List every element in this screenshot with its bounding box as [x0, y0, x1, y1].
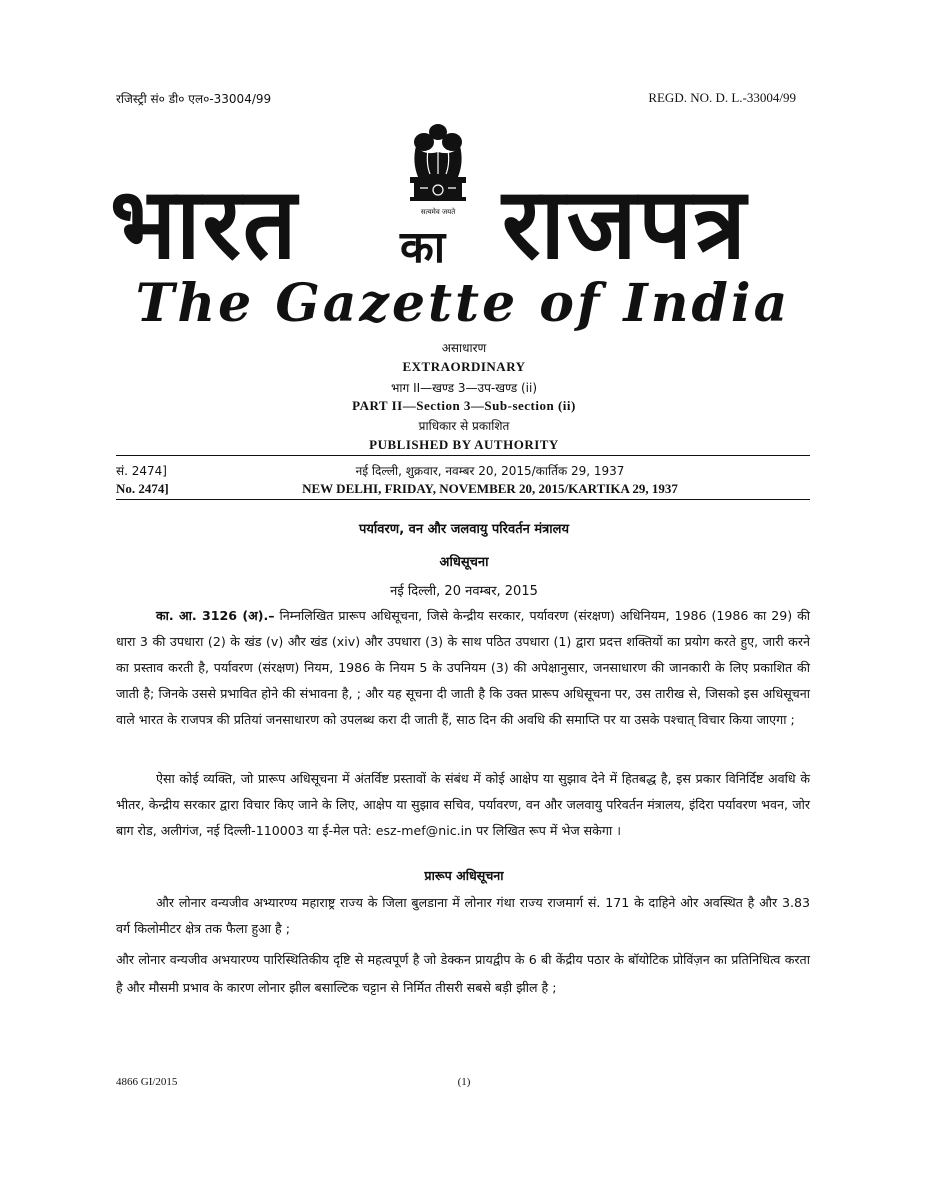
notification-heading: अधिसूचना: [439, 555, 489, 570]
dateline: नई दिल्ली, 20 नवम्बर, 2015: [390, 584, 538, 599]
ministry-name: पर्यावरण, वन और जलवायु परिवर्तन मंत्रालय: [358, 522, 570, 537]
authority-hindi: प्राधिकार से प्रकाशित: [418, 419, 510, 433]
rule-bottom: [116, 499, 810, 500]
reg-no-hindi: रजिस्ट्री सं० डी० एल०-33004/99: [116, 92, 272, 106]
paragraph-1-text: निम्नलिखित प्रारूप अधिसूचना, जिसे केन्द्रीय सरकार, पर्यावरण (संरक्षण) अधिनियम, 1986 (1986 का 29) की धारा 3 की उपधारा (2) के खंड (v) और खंड (xiv) और उपधारा (3) के साथ पठित उपधारा (1) द्वारा प्रदत्त शक्तियों का प्रयोग करते हुए, जारी करने का प्रस्ताव करती है, पर्यावरण (संरक्षण) नियम, 1986 के नियम 5 के उपनियम (3) की अपेक्षानुसार, जनसाधारण की जानकारी के लिए प्रकाशित की जाती है; जिनके उससे प्रभावित होने की संभावना है, ; और यह सूचना दी जाती है कि उक्त प्रारूप अधिसूचना पर, उस तारीख से, जिसको इस अधिसूचना वाले भारत के राजपत्र की प्रतियां जनसाधारण को उपलब्ध करा दी जाती हैं, साठ दिन की अवधि की समाप्ति पर या उसके पश्चात् विचार किया जाएगा ;: [116, 608, 810, 727]
masthead-word-rajpatra: राजपत्र: [502, 167, 748, 282]
part-hindi: भाग II—खण्ड 3—उप-खण्ड (ii): [390, 381, 538, 395]
paragraph-4: और लोनार वन्यजीव अभयारण्य पारिस्थितिकीय दृष्टि से महत्वपूर्ण है जो डेक्कन प्रायद्वीप के 6 बी केंद्रीय पठार के बॉयोटिक प्रोविंज़न का प्रतिनिधित्व करता है और मौसमी प्रभाव के कारण लोनार झील बसाल्टिक चट्टान से निर्मित तीसरी सबसे बड़ी झील है ;: [116, 952, 810, 995]
masthead-word-ka: का: [400, 222, 446, 273]
masthead-english: The Gazette of India: [135, 273, 791, 334]
issue-line-english: NEW DELHI, FRIDAY, NOVEMBER 20, 2015/KARTIKA 29, 1937: [302, 481, 678, 496]
reg-no-english: REGD. NO. D. L.-33004/99: [648, 90, 796, 105]
issue-no-hindi: सं. 2474]: [116, 464, 167, 478]
emblem-motto: सत्यमेव जयते: [420, 208, 456, 216]
page-number: (1): [457, 1076, 471, 1088]
footer-code: 4866 GI/2015: [116, 1076, 178, 1088]
notification-reference: का. आ. 3126 (अ).–: [156, 608, 275, 623]
extraordinary-english: EXTRAORDINARY: [402, 359, 526, 374]
rule-top: [116, 455, 810, 456]
part-english: PART II—Section 3—Sub-section (ii): [352, 398, 576, 413]
masthead-hindi: [110, 167, 810, 288]
authority-english: PUBLISHED BY AUTHORITY: [369, 437, 559, 452]
paragraph-1: [116, 603, 810, 733]
paragraph-2: ऐसा कोई व्यक्ति, जो प्रारूप अधिसूचना में अंतर्विष्ट प्रस्तावों के संबंध में कोई आक्षेप या सुझाव देने में हितबद्ध है, इस प्रकार विनिर्दिष्ट अवधि के भीतर, केन्द्रीय सरकार द्वारा विचार किए जाने के लिए, आक्षेप या सुझाव सचिव, पर्यावरण, वन और जलवायु परिवर्तन मंत्रालय, इंदिरा पर्यावरण भवन, जोर बाग रोड, अलीगंज, नई दिल्ली-110003 या ई-मेल पते: esz-mef@nic.in पर लिखित रूप में भेज सकेगा ।: [116, 771, 810, 838]
extraordinary-hindi: असाधारण: [441, 341, 487, 355]
issue-no-english: No. 2474]: [116, 481, 169, 496]
draft-notification-heading: प्रारूप अधिसूचना: [424, 868, 504, 883]
issue-line-hindi: नई दिल्ली, शुक्रवार, नवम्बर 20, 2015/कार्तिक 29, 1937: [355, 464, 625, 478]
masthead-word-bharat: भारत: [110, 167, 299, 282]
paragraph-3: और लोनार वन्यजीव अभ्यारण्य महाराष्ट्र राज्य के जिला बुलडाना में लोनार गंथा राज्य राजमार्ग सं. 171 के दाहिने ओर अवस्थित है और 3.83 वर्ग किलोमीटर क्षेत्र तक फैला हुआ है ;: [116, 895, 810, 936]
